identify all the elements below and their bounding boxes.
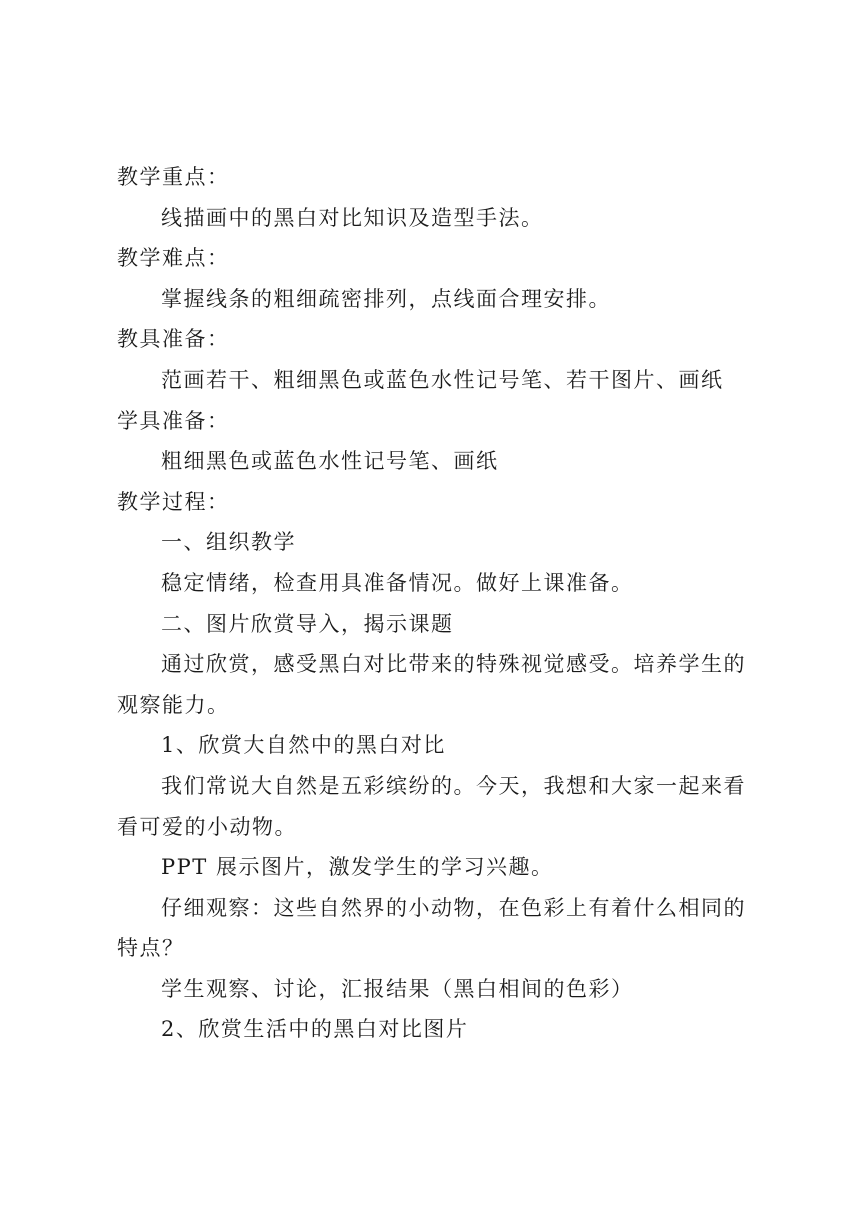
document-body (117, 157, 757, 1050)
paragraph-line: 观察能力。 (117, 692, 230, 717)
paragraph-line: 特点？ (117, 936, 185, 961)
section-heading: 二、图片欣赏导入，揭示课题 (161, 611, 454, 636)
heading-teaching-tools: 教具准备： (117, 327, 230, 352)
paragraph-line: 范画若干、粗细黑色或蓝色水性记号笔、若干图片、画纸 (161, 367, 724, 392)
paragraph-line: 粗细黑色或蓝色水性记号笔、画纸 (161, 449, 499, 474)
subsection-heading: 1、欣赏大自然中的黑白对比 (161, 733, 446, 758)
paragraph-line: 学生观察、讨论，汇报结果（黑白相间的色彩） (161, 976, 634, 1001)
paragraph-line: 仔细观察：这些自然界的小动物，在色彩上有着什么相同的 (161, 895, 746, 920)
section-heading: 一、组织教学 (161, 530, 296, 555)
paragraph-line: 稳定情绪，检查用具准备情况。做好上课准备。 (161, 570, 634, 595)
heading-teaching-difficulty: 教学难点： (117, 246, 230, 271)
paragraph-line: 通过欣赏，感受黑白对比带来的特殊视觉感受。培养学生的 (161, 652, 746, 677)
paragraph-line: 我们常说大自然是五彩缤纷的。今天，我想和大家一起来看 (161, 773, 746, 798)
subsection-heading: 2、欣赏生活中的黑白对比图片 (161, 1017, 469, 1042)
paragraph-line: 掌握线条的粗细疏密排列，点线面合理安排。 (161, 286, 611, 311)
heading-teaching-focus: 教学重点： (117, 165, 230, 189)
heading-student-tools: 学具准备： (117, 408, 230, 433)
heading-teaching-process: 教学过程： (117, 489, 230, 514)
paragraph-line: 线描画中的黑白对比知识及造型手法。 (161, 205, 544, 230)
paragraph-line: 看可爱的小动物。 (117, 814, 297, 839)
paragraph-line: PPT 展示图片，激发学生的学习兴趣。 (161, 855, 554, 880)
